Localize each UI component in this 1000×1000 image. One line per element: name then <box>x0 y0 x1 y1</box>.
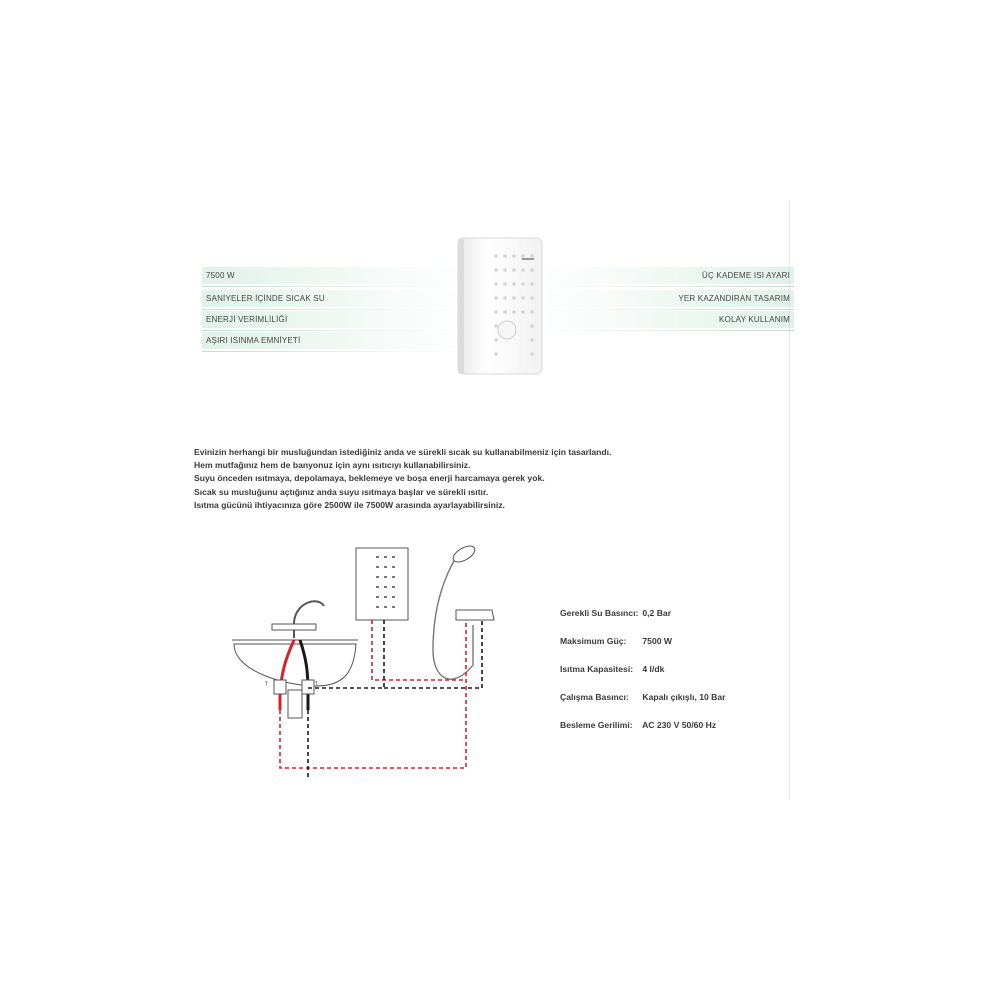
description-block <box>194 446 624 512</box>
spec-row: Maksimum Güç: 7500 W <box>560 636 673 646</box>
diagram-vent-mark <box>392 596 395 598</box>
shower-head <box>451 543 478 565</box>
vent-dot <box>494 352 498 356</box>
shower-mixer <box>456 610 494 620</box>
diagram-vent-mark <box>376 596 379 598</box>
spec-row: Çalışma Basıncı: Kapalı çıkışlı, 10 Bar <box>560 692 726 702</box>
vent-dot <box>494 268 498 272</box>
vent-dot <box>521 296 525 300</box>
vent-dot <box>530 324 534 328</box>
vent-dot <box>494 296 498 300</box>
description-line: Isıtma gücünü ihtiyacınıza göre 2500W ile 7500W arasında ayarlayabilirsiniz. <box>194 499 505 510</box>
vent-dot <box>521 310 525 314</box>
vent-dot <box>512 296 516 300</box>
vent-dot <box>494 282 498 286</box>
diagram-vent-mark <box>392 566 395 568</box>
vent-dot <box>503 296 507 300</box>
feature-power: 7500 W <box>202 267 462 284</box>
description-line: Suyu önceden ısıtmaya, depolamaya, beklemeye ve boşa enerji harcamaya gerek yok. <box>194 473 545 484</box>
vent-dot <box>503 310 507 314</box>
water-heater-image <box>456 236 544 378</box>
vent-dot <box>530 352 534 356</box>
diagram-vent-mark <box>392 586 395 588</box>
vent-dot <box>530 254 534 258</box>
spec-row: Gerekli Su Basıncı: 0,2 Bar <box>560 608 672 618</box>
feature-instant-hot-water: SANİYELER İÇİNDE SICAK SU <box>202 290 462 307</box>
sink-basin <box>234 644 356 686</box>
svg-text:↑: ↑ <box>264 678 269 688</box>
spec-row: Isıtma Kapasitesi: 4 l/dk <box>560 664 665 674</box>
hot-to-heater <box>372 620 464 680</box>
vent-dot <box>521 282 525 286</box>
vent-dot <box>512 268 516 272</box>
vent-dot <box>494 338 498 342</box>
vent-dot <box>530 338 534 342</box>
vent-dot <box>494 310 498 314</box>
vent-dot <box>521 254 525 258</box>
diagram-vent-mark <box>376 556 379 558</box>
diagram-vent-mark <box>384 586 387 588</box>
vent-dot <box>530 310 534 314</box>
diagram-vent-mark <box>392 576 395 578</box>
diagram-vent-mark <box>376 606 379 608</box>
diagram-vent-mark <box>384 566 387 568</box>
diagram-vent-mark <box>384 606 387 608</box>
feature-three-heat-levels: ÜÇ KADEME ISI AYARI <box>540 267 794 284</box>
diagram-vent-mark <box>392 606 395 608</box>
vent-dot <box>503 268 507 272</box>
diagram-vent-mark <box>376 586 379 588</box>
spec-row: Besleme Gerilimi: AC 230 V 50/60 Hz <box>560 720 717 730</box>
feature-space-saving: YER KAZANDIRAN TASARIM <box>540 290 794 307</box>
feature-energy-efficiency: ENERJİ VERİMLİLİĞİ <box>202 311 462 328</box>
diagram-vent-mark <box>384 596 387 598</box>
description-line: Sıcak su musluğunu açtığınız anda suyu ısıtmaya başlar ve sürekli ısıtır. <box>194 486 489 497</box>
heater-outline <box>356 548 408 620</box>
installation-diagram <box>228 540 520 780</box>
vent-dot <box>530 268 534 272</box>
vent-dot <box>512 254 516 258</box>
vent-dot <box>530 296 534 300</box>
description-line: Evinizin herhangi bir musluğundan istediğiniz anda ve sürekli sıcak su kullanabilmeniz için tasarlandı. <box>194 447 612 457</box>
diagram-vent-mark <box>376 576 379 578</box>
vent-dot <box>494 254 498 258</box>
diagram-vent-mark <box>392 556 395 558</box>
sink-faucet <box>294 601 324 638</box>
description-line: Hem mutfağınız hem de banyonuz için aynı ısıtıcıyı kullanabilirsiniz. <box>194 460 471 471</box>
diagram-vent-mark <box>376 566 379 568</box>
diagram-vent-mark <box>384 556 387 558</box>
vent-dot <box>512 310 516 314</box>
svg-text:↑: ↑ <box>314 678 319 688</box>
vent-dot <box>494 324 498 328</box>
vent-dot <box>503 282 507 286</box>
feature-overheat-safety: AŞIRI ISINMA EMNİYETİ <box>202 332 462 349</box>
vent-dot <box>503 254 507 258</box>
vent-dot <box>530 282 534 286</box>
diagram-vent-mark <box>384 576 387 578</box>
feature-easy-use: KOLAY KULLANIM <box>540 311 794 328</box>
vent-dot <box>521 268 525 272</box>
vent-dot <box>512 282 516 286</box>
